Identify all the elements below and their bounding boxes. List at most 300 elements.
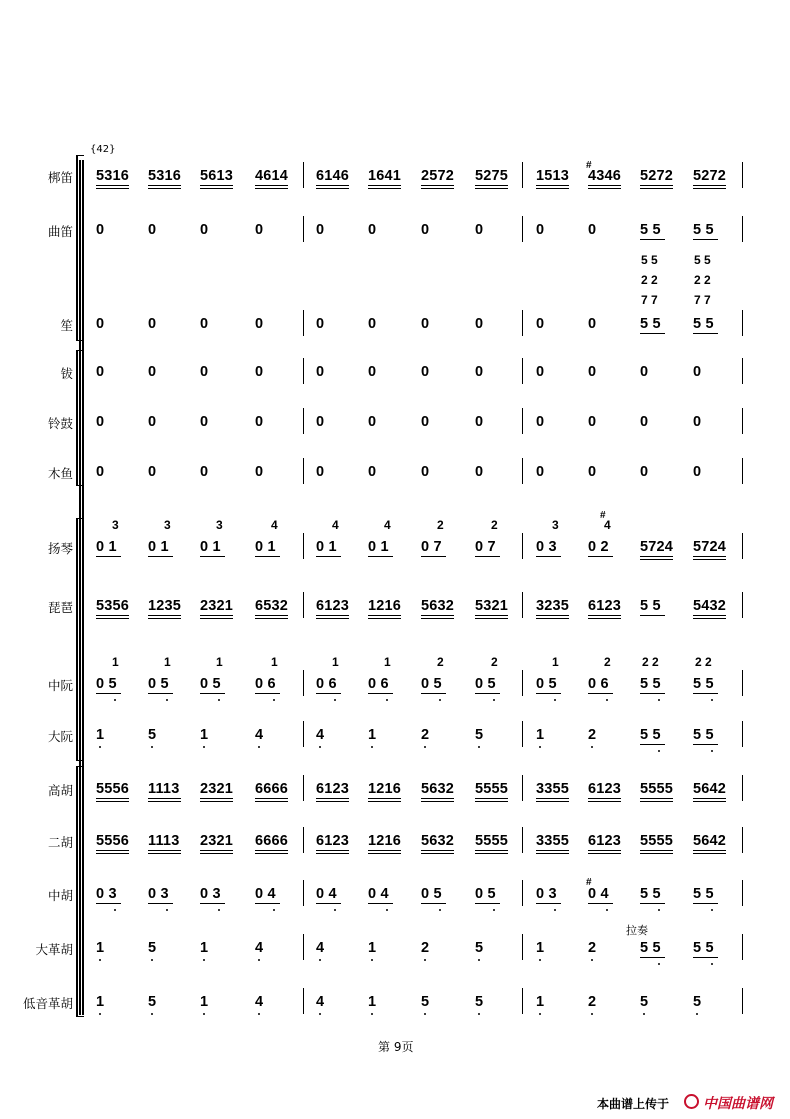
note-cell: 4 xyxy=(316,727,325,743)
beam-line xyxy=(640,744,665,745)
octave-dot xyxy=(258,1013,260,1015)
note-cell: 5555 xyxy=(475,833,509,849)
octave-dot xyxy=(258,959,260,961)
beam-line xyxy=(588,798,621,799)
note-cell: 2572 xyxy=(421,168,455,184)
beam-line xyxy=(255,850,288,851)
note-cell: 0 1 xyxy=(255,539,276,555)
octave-dot xyxy=(203,1013,205,1015)
note-cell: 4 xyxy=(316,940,325,956)
note-cell: 0 xyxy=(96,222,105,238)
beam-line xyxy=(255,556,280,557)
note-cell: 5 xyxy=(148,940,157,956)
barline xyxy=(303,310,304,336)
barline xyxy=(303,721,304,747)
beam-line xyxy=(693,239,718,240)
group-bracket-bottom xyxy=(76,340,84,341)
note-cell: 0 xyxy=(588,316,597,332)
beam-line-2 xyxy=(255,801,288,802)
system-left-line-thick xyxy=(79,160,81,1015)
beam-line-2 xyxy=(421,801,454,802)
note-cell: 1113 xyxy=(148,833,180,849)
upper-note: 3 xyxy=(552,518,559,532)
octave-dot xyxy=(478,746,480,748)
label-zhongruan: 中阮 xyxy=(47,678,73,693)
label-erhu: 二胡 xyxy=(47,835,73,850)
note-cell: 0 xyxy=(96,464,105,480)
note-cell: 1216 xyxy=(368,833,402,849)
note-cell: 0 1 xyxy=(200,539,221,555)
octave-dot xyxy=(554,909,556,911)
beam-line-2 xyxy=(421,853,454,854)
barline xyxy=(742,216,743,242)
note-cell: 1 xyxy=(200,994,209,1010)
note-cell: 0 xyxy=(148,364,157,380)
group-bracket xyxy=(76,350,78,485)
upper-note: 1 xyxy=(332,655,339,669)
octave-dot xyxy=(591,959,593,961)
beam-line-2 xyxy=(316,188,349,189)
note-cell: 0 xyxy=(316,364,325,380)
note-cell: 5 5 xyxy=(640,316,661,332)
beam-line-2 xyxy=(640,188,673,189)
barline xyxy=(742,827,743,853)
beam-line xyxy=(316,185,349,186)
note-cell: 0 xyxy=(421,364,430,380)
octave-dot xyxy=(371,959,373,961)
beam-line xyxy=(588,556,613,557)
beam-line-2 xyxy=(148,188,181,189)
beam-line xyxy=(200,798,233,799)
note-cell: 6123 xyxy=(588,833,622,849)
beam-line xyxy=(588,850,621,851)
note-cell: 0 5 xyxy=(421,676,442,692)
note-cell: 0 xyxy=(368,222,377,238)
note-cell: 0 7 xyxy=(475,539,496,555)
barline xyxy=(522,988,523,1014)
note-cell: 1 xyxy=(96,727,105,743)
beam-line xyxy=(96,556,121,557)
note-cell: 4 xyxy=(316,994,325,1010)
beam-line xyxy=(536,556,561,557)
beam-line xyxy=(693,850,726,851)
beam-line xyxy=(640,239,665,240)
note-cell: 1641 xyxy=(368,168,402,184)
beam-line-2 xyxy=(588,801,621,802)
upper-note: 3 xyxy=(112,518,119,532)
barline xyxy=(303,775,304,801)
octave-dot xyxy=(439,699,441,701)
octave-dot xyxy=(334,909,336,911)
beam-line xyxy=(148,693,173,694)
note-cell: 5 xyxy=(475,940,484,956)
note-cell: 0 xyxy=(316,414,325,430)
beam-line-2 xyxy=(255,853,288,854)
label-zhonghu: 中胡 xyxy=(47,888,73,903)
note-cell: 0 3 xyxy=(96,886,117,902)
beam-line-2 xyxy=(255,188,288,189)
octave-dot xyxy=(478,959,480,961)
group-bracket-top xyxy=(76,518,84,519)
beam-line xyxy=(148,798,181,799)
upload-credit: 本曲谱上传于 xyxy=(597,1097,670,1111)
octave-dot xyxy=(658,963,660,965)
note-cell: 2321 xyxy=(200,833,234,849)
note-cell: 5316 xyxy=(96,168,130,184)
beam-line xyxy=(640,798,673,799)
note-cell: 5 5 xyxy=(640,676,661,692)
upper-note: 2 xyxy=(437,655,444,669)
beam-line-2 xyxy=(536,188,569,189)
note-cell: 0 xyxy=(536,222,545,238)
beam-line xyxy=(640,903,665,904)
note-cell: 0 xyxy=(536,316,545,332)
note-cell: 0 xyxy=(148,414,157,430)
beam-line xyxy=(316,850,349,851)
beam-line-2 xyxy=(421,618,454,619)
beam-line xyxy=(421,185,454,186)
note-cell: 5356 xyxy=(96,598,130,614)
barline xyxy=(742,533,743,559)
barline xyxy=(742,880,743,906)
note-cell: 0 xyxy=(255,364,264,380)
note-cell: 5724 xyxy=(693,539,727,555)
note-cell: 0 xyxy=(640,414,649,430)
beam-line xyxy=(693,333,718,334)
octave-dot xyxy=(591,1013,593,1015)
beam-line xyxy=(693,185,726,186)
beam-line xyxy=(536,850,569,851)
beam-line xyxy=(255,903,280,904)
barline xyxy=(522,592,523,618)
beam-line-2 xyxy=(368,853,401,854)
upper-note: 1 xyxy=(164,655,171,669)
note-cell: 0 xyxy=(693,364,702,380)
beam-line-2 xyxy=(588,188,621,189)
beam-line-2 xyxy=(368,618,401,619)
beam-line xyxy=(640,185,673,186)
label-bo: 钹 xyxy=(60,366,73,381)
label-daruan: 大阮 xyxy=(47,729,73,744)
sharp-sign: # xyxy=(586,877,592,888)
note-cell: 0 xyxy=(475,222,484,238)
beam-line xyxy=(640,693,665,694)
beam-line-2 xyxy=(96,188,129,189)
beam-line xyxy=(96,615,129,616)
octave-dot xyxy=(424,1013,426,1015)
octave-dot xyxy=(151,1013,153,1015)
barline xyxy=(522,310,523,336)
octave-dot xyxy=(539,959,541,961)
beam-line xyxy=(316,693,341,694)
beam-line xyxy=(536,798,569,799)
octave-dot xyxy=(203,959,205,961)
group-bracket-bottom xyxy=(76,485,84,486)
beam-line xyxy=(96,693,121,694)
measure-number: {42} xyxy=(90,144,116,155)
beam-line xyxy=(148,903,173,904)
note-cell: 4 xyxy=(255,994,264,1010)
octave-dot xyxy=(696,1013,698,1015)
note-cell: 0 xyxy=(96,364,105,380)
note-cell: 0 xyxy=(200,414,209,430)
label-linggu: 铃鼓 xyxy=(47,416,73,431)
upper-note: 1 xyxy=(112,655,119,669)
note-cell: 5632 xyxy=(421,833,455,849)
note-cell: 5432 xyxy=(693,598,727,614)
note-cell: 0 xyxy=(148,464,157,480)
note-cell: 2 xyxy=(588,994,597,1010)
barline xyxy=(522,775,523,801)
note-cell: 5555 xyxy=(640,781,674,797)
beam-line-2 xyxy=(148,853,181,854)
beam-line-2 xyxy=(693,188,726,189)
octave-dot xyxy=(99,1013,101,1015)
beam-line-2 xyxy=(588,853,621,854)
octave-dot xyxy=(493,699,495,701)
note-cell: 5555 xyxy=(475,781,509,797)
note-cell: 0 xyxy=(421,414,430,430)
barline xyxy=(303,458,304,484)
octave-dot xyxy=(203,746,205,748)
upper-note: 2 xyxy=(491,655,498,669)
note-cell: 1 xyxy=(536,727,545,743)
beam-line-2 xyxy=(421,188,454,189)
upper-note: 1 xyxy=(552,655,559,669)
beam-line xyxy=(421,798,454,799)
note-cell: 5316 xyxy=(148,168,182,184)
note-cell: 0 xyxy=(588,222,597,238)
note-cell: 0 5 xyxy=(200,676,221,692)
note-cell: 0 xyxy=(255,464,264,480)
beam-line-2 xyxy=(693,559,726,560)
note-cell: 0 xyxy=(588,414,597,430)
note-cell: 0 xyxy=(536,464,545,480)
barline xyxy=(522,880,523,906)
beam-line xyxy=(96,903,121,904)
note-cell: 0 xyxy=(316,464,325,480)
note-cell: 4 xyxy=(255,727,264,743)
upper-note: 2 xyxy=(491,518,498,532)
note-cell: 2 xyxy=(588,940,597,956)
note-cell: 0 xyxy=(368,316,377,332)
note-cell: 0 5 xyxy=(475,676,496,692)
note-cell: 6666 xyxy=(255,833,289,849)
note-cell: 0 xyxy=(693,464,702,480)
note-cell: 5 xyxy=(475,994,484,1010)
note-cell: 2 xyxy=(588,727,597,743)
barline xyxy=(742,408,743,434)
note-cell: 1 xyxy=(368,727,377,743)
beam-line-2 xyxy=(316,853,349,854)
octave-dot xyxy=(273,699,275,701)
beam-line xyxy=(200,615,233,616)
beam-line-2 xyxy=(200,801,233,802)
group-bracket-top xyxy=(76,766,84,767)
octave-dot xyxy=(319,746,321,748)
note-cell: 3355 xyxy=(536,781,570,797)
note-cell: 5555 xyxy=(640,833,674,849)
note-cell: 1 xyxy=(368,940,377,956)
beam-line-2 xyxy=(96,618,129,619)
upper-note: 4 xyxy=(604,518,611,532)
note-cell: 5642 xyxy=(693,833,727,849)
beam-line xyxy=(421,615,454,616)
beam-line-2 xyxy=(588,618,621,619)
octave-dot xyxy=(711,750,713,752)
note-cell: 5 5 xyxy=(693,676,714,692)
note-cell: 0 xyxy=(640,464,649,480)
beam-line xyxy=(588,693,613,694)
note-cell: 6666 xyxy=(255,781,289,797)
label-bangdi: 梆笛 xyxy=(47,170,73,185)
octave-dot xyxy=(319,959,321,961)
barline xyxy=(303,592,304,618)
beam-line xyxy=(475,850,508,851)
beam-line xyxy=(96,798,129,799)
group-bracket-bottom xyxy=(76,760,84,761)
upper-note: 2 xyxy=(604,655,611,669)
barline xyxy=(742,458,743,484)
beam-line xyxy=(536,185,569,186)
playing-technique-note: 拉奏 xyxy=(626,924,648,937)
barline xyxy=(303,533,304,559)
note-cell: 5 xyxy=(148,994,157,1010)
note-cell: 3235 xyxy=(536,598,570,614)
note-cell: 1513 xyxy=(536,168,570,184)
note-cell: 0 xyxy=(200,222,209,238)
barline xyxy=(522,408,523,434)
note-cell: 2321 xyxy=(200,781,234,797)
label-qudi: 曲笛 xyxy=(47,224,73,239)
note-cell: 1216 xyxy=(368,598,402,614)
barline xyxy=(303,358,304,384)
chord-note: 2 2 xyxy=(694,273,711,287)
octave-dot xyxy=(218,699,220,701)
barline xyxy=(522,358,523,384)
beam-line xyxy=(255,693,280,694)
beam-line xyxy=(200,903,225,904)
barline xyxy=(303,988,304,1014)
note-cell: 0 xyxy=(148,316,157,332)
note-cell: 0 xyxy=(475,316,484,332)
note-cell: 5 5 xyxy=(640,727,661,743)
note-cell: 0 5 xyxy=(475,886,496,902)
beam-line-2 xyxy=(148,618,181,619)
octave-dot xyxy=(606,909,608,911)
beam-line xyxy=(421,556,446,557)
label-diyingehu: 低音革胡 xyxy=(22,996,73,1011)
beam-line xyxy=(475,556,500,557)
barline xyxy=(303,408,304,434)
beam-line-2 xyxy=(475,801,508,802)
note-cell: 6123 xyxy=(316,781,350,797)
group-bracket-bottom xyxy=(76,1016,84,1017)
note-cell: 5 xyxy=(148,727,157,743)
note-cell: 5556 xyxy=(96,781,130,797)
beam-line xyxy=(693,798,726,799)
barline xyxy=(522,162,523,188)
octave-dot xyxy=(424,746,426,748)
octave-dot xyxy=(258,746,260,748)
beam-line-2 xyxy=(368,801,401,802)
barline xyxy=(303,880,304,906)
note-cell: 0 5 xyxy=(96,676,117,692)
note-cell: 1235 xyxy=(148,598,182,614)
beam-line xyxy=(316,903,341,904)
beam-line xyxy=(536,693,561,694)
upper-note: 4 xyxy=(271,518,278,532)
note-cell: 4614 xyxy=(255,168,289,184)
note-cell: 1 xyxy=(200,727,209,743)
note-cell: 0 xyxy=(316,316,325,332)
note-cell: 0 xyxy=(536,364,545,380)
beam-line-2 xyxy=(693,801,726,802)
beam-line xyxy=(475,693,500,694)
beam-line xyxy=(255,615,288,616)
octave-dot xyxy=(658,699,660,701)
barline xyxy=(522,458,523,484)
note-cell: 0 xyxy=(316,222,325,238)
note-cell: 5321 xyxy=(475,598,509,614)
beam-line xyxy=(316,615,349,616)
note-cell: 0 6 xyxy=(588,676,609,692)
octave-dot xyxy=(643,1013,645,1015)
barline xyxy=(522,533,523,559)
note-cell: 0 xyxy=(421,222,430,238)
note-cell: 1 xyxy=(536,994,545,1010)
note-cell: 0 xyxy=(588,364,597,380)
upper-note: 4 xyxy=(332,518,339,532)
beam-line xyxy=(421,903,446,904)
note-cell: 5632 xyxy=(421,781,455,797)
octave-dot xyxy=(424,959,426,961)
barline xyxy=(522,721,523,747)
note-cell: 1 xyxy=(200,940,209,956)
beam-line-2 xyxy=(640,801,673,802)
beam-line xyxy=(368,693,393,694)
note-cell: 5556 xyxy=(96,833,130,849)
note-cell: 1 xyxy=(96,940,105,956)
note-cell: 5642 xyxy=(693,781,727,797)
octave-dot xyxy=(386,909,388,911)
beam-line-2 xyxy=(148,801,181,802)
group-bracket xyxy=(76,766,78,1016)
note-cell: 0 5 xyxy=(148,676,169,692)
note-cell: 3355 xyxy=(536,833,570,849)
label-gaohu: 高胡 xyxy=(47,783,73,798)
note-cell: 0 xyxy=(693,414,702,430)
octave-dot xyxy=(711,909,713,911)
barline xyxy=(742,934,743,960)
note-cell: 5632 xyxy=(421,598,455,614)
barline xyxy=(742,310,743,336)
beam-line xyxy=(421,850,454,851)
barline xyxy=(742,162,743,188)
barline xyxy=(303,934,304,960)
upper-note: 2 xyxy=(437,518,444,532)
note-cell: 0 xyxy=(588,464,597,480)
note-cell: 0 5 xyxy=(421,886,442,902)
barline xyxy=(522,934,523,960)
note-cell: 5 xyxy=(640,994,649,1010)
note-cell: 0 xyxy=(148,222,157,238)
octave-dot xyxy=(334,699,336,701)
note-cell: 0 xyxy=(255,316,264,332)
chord-note: 2 2 xyxy=(641,273,658,287)
chord-note: 7 7 xyxy=(694,293,711,307)
beam-line-2 xyxy=(200,853,233,854)
